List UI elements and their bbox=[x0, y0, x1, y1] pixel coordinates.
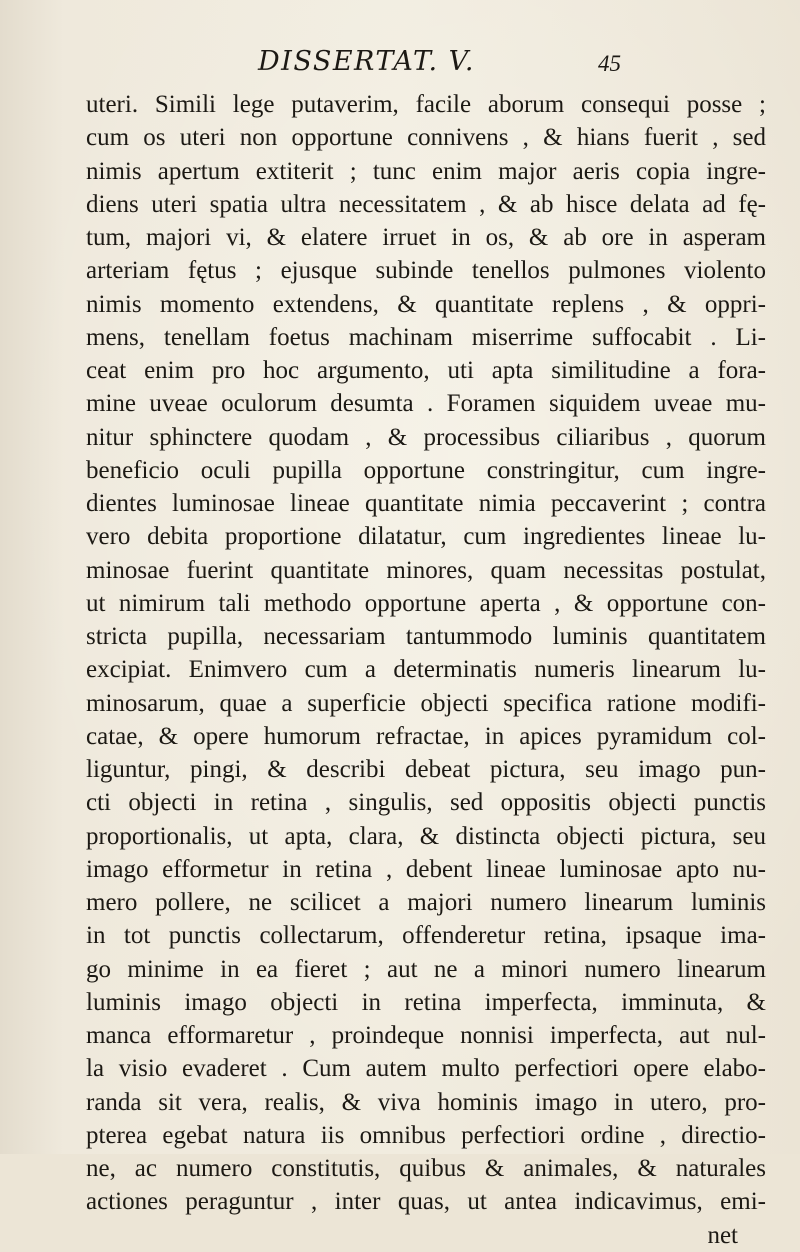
text-line: diens uteri spatia ultra necessitatem , & ab hisce delata ad fę- bbox=[86, 190, 766, 218]
text-line: cti objecti in retina , singulis, sed oppositis objecti punctis bbox=[86, 789, 766, 817]
text-line: net bbox=[707, 1221, 738, 1249]
text-line: minosarum, quae a superficie objecti specifica ratione modifi- bbox=[86, 689, 766, 717]
text-line: manca efformaretur , proindeque nonnisi imperfecta, aut nul- bbox=[86, 1022, 766, 1049]
text-line: mine uveae oculorum desumta . Foramen siquidem uveae mu- bbox=[86, 390, 766, 418]
text-line: excipiat. Enimvero cum a determinatis numeris linearum lu- bbox=[86, 656, 766, 684]
text-line: imago efformetur in retina , debent lineae luminosae apto nu- bbox=[86, 855, 766, 883]
text-line: actiones peraguntur , inter quas, ut antea indicavimus, emi- bbox=[86, 1188, 766, 1216]
running-head bbox=[0, 44, 800, 84]
text-line: randa sit vera, realis, & viva hominis imago in utero, pro- bbox=[86, 1088, 766, 1116]
text-line: vero debita proportione dilatatur, cum ingredientes lineae lu- bbox=[86, 523, 766, 551]
text-line: catae, & opere humorum refractae, in apices pyramidum col- bbox=[86, 722, 766, 750]
text-line: mens, tenellam foetus machinam miserrime suffocabit . Li- bbox=[86, 323, 766, 351]
text-line: ceat enim pro hoc argumento, uti apta similitudine a fora- bbox=[86, 357, 766, 384]
text-line: proportionalis, ut apta, clara, & distincta objecti pictura, seu bbox=[86, 822, 766, 850]
body-text bbox=[86, 88, 766, 1252]
text-line: beneficio oculi pupilla opportune constringitur, cum ingre- bbox=[86, 456, 766, 484]
text-line: mero pollere, ne scilicet a majori numero linearum luminis bbox=[86, 889, 766, 916]
running-title: DISSERTAT. V. bbox=[258, 46, 476, 77]
text-line: luminis imago objecti in retina imperfecta, imminuta, & bbox=[86, 988, 766, 1016]
text-line: ne, ac numero constitutis, quibus & animales, & naturales bbox=[86, 1155, 766, 1182]
text-line: tum, majori vi, & elatere irruet in os, & ab ore in asperam bbox=[86, 224, 766, 251]
text-line: dientes luminosae lineae quantitate nimia peccaverint ; contra bbox=[86, 490, 766, 517]
text-line: uteri. Simili lege putaverim, facile aborum consequi posse ; bbox=[86, 91, 766, 118]
text-line: stricta pupilla, necessariam tantummodo luminis quantitatem bbox=[86, 623, 766, 650]
text-line: nimis apertum extiterit ; tunc enim major aeris copia ingre- bbox=[86, 157, 766, 185]
text-line: arteriam fętus ; ejusque subinde tenellos pulmones violento bbox=[86, 257, 766, 285]
text-line: minosae fuerint quantitate minores, quam necessitas postulat, bbox=[86, 556, 766, 584]
page-number: 45 bbox=[598, 51, 621, 76]
text-line: pterea egebat natura iis omnibus perfectiori ordine , directio- bbox=[86, 1121, 766, 1149]
text-line: ut nimirum tali methodo opportune aperta , & opportune con- bbox=[86, 589, 766, 617]
text-line: nitur sphinctere quodam , & processibus ciliaribus , quorum bbox=[86, 423, 766, 451]
text-line: go minime in ea fieret ; aut ne a minori numero linearum bbox=[86, 955, 766, 983]
text-line: la visio evaderet . Cum autem multo perfectiori opere elabo- bbox=[86, 1055, 766, 1083]
text-line: in tot punctis collectarum, offenderetur retina, ipsaque ima- bbox=[86, 922, 766, 950]
text-line: cum os uteri non opportune connivens , & hians fuerit , sed bbox=[86, 124, 766, 152]
text-line: liguntur, pingi, & describi debeat pictura, seu imago pun- bbox=[86, 756, 766, 783]
text-line: nimis momento extendens, & quantitate replens , & oppri- bbox=[86, 290, 766, 318]
